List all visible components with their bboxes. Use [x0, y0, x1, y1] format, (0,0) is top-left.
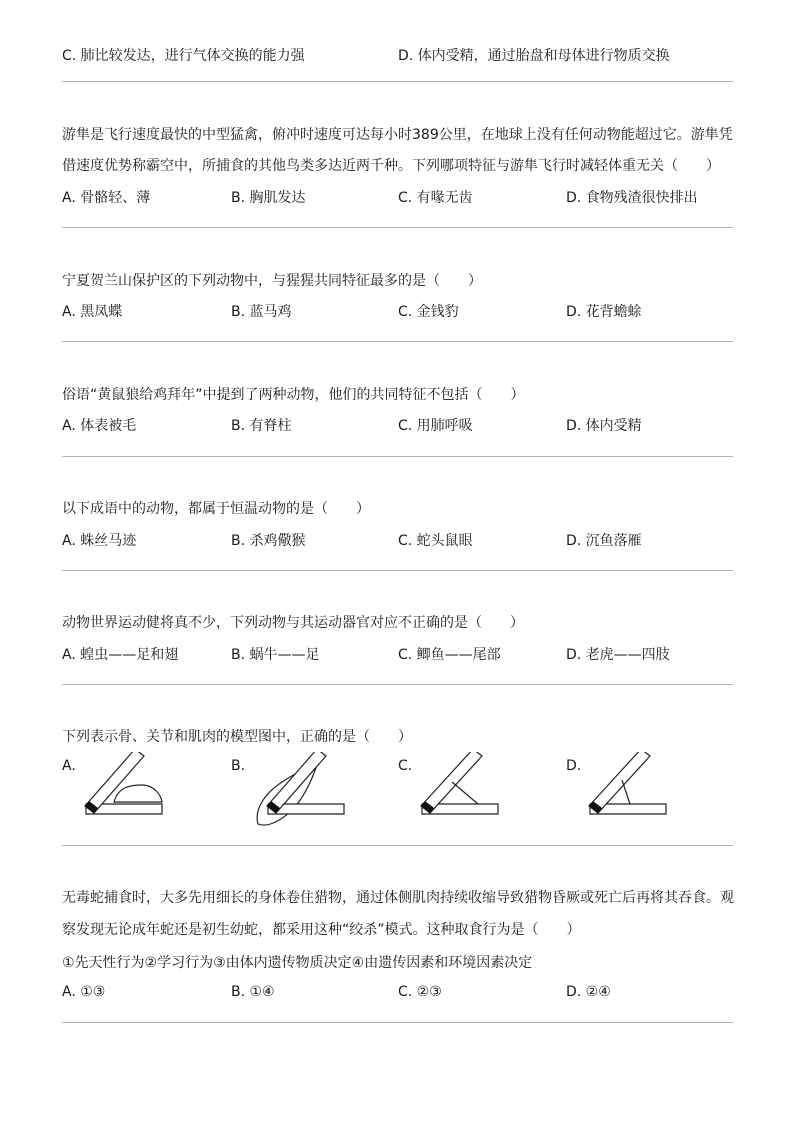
option-d: D. 体内受精，通过胎盘和母体进行物质交换 [398, 48, 670, 64]
question-stem: 下列表示骨、关节和肌肉的模型图中，正确的是（ ） [62, 729, 412, 745]
question-stem: 游隼是飞行速度最快的中型猛禽，俯冲时速度可达每小时389公里，在地球上没有任何动物能超过它。游隼凭 [62, 127, 733, 143]
option-c: C. [398, 758, 413, 774]
option-b: B. 有脊柱 [231, 418, 292, 434]
option-a: A. 骨骼轻、薄 [62, 190, 151, 206]
option-b: B. 胸肌发达 [231, 190, 306, 206]
option-a: A. ①③ [62, 984, 106, 1000]
question-stem: 察发现无论成年蛇还是初生幼蛇，都采用这种“绞杀”模式。这种取食行为是（ ） [62, 922, 581, 938]
option-b: B. 杀鸡儆猴 [231, 533, 306, 549]
question-stem: 动物世界运动健将真不少，下列动物与其运动器官对应不正确的是（ ） [62, 615, 524, 631]
question-stem: 宁夏贺兰山保护区的下列动物中，与猩猩共同特征最多的是（ ） [62, 273, 482, 289]
option-c: C. ②③ [398, 984, 442, 1000]
option-b: B. [231, 758, 246, 774]
bone-muscle-model-a [84, 752, 178, 818]
divider [62, 684, 733, 685]
bone-muscle-model-c [420, 752, 504, 822]
question-stem: 以下成语中的动物，都属于恒温动物的是（ ） [62, 501, 370, 517]
option-d: D. 花背蟾蜍 [566, 304, 642, 320]
question-stem: 无毒蛇捕食时，大多先用细长的身体卷住猎物，通过体侧肌肉持续收缩导致猎物昏厥或死亡后再将其吞食。观 [62, 890, 734, 906]
divider [62, 570, 733, 571]
divider [62, 227, 733, 228]
question-stem: 借速度优势称霸空中，所捕食的其他鸟类多达近两千种。下列哪项特征与游隼飞行时减轻体重无关（ ） [62, 158, 720, 174]
option-a: A. 蝗虫——足和翅 [62, 647, 179, 663]
option-a: A. [62, 758, 76, 774]
bone-muscle-model-b [252, 752, 346, 832]
option-d: D. 食物残渣很快排出 [566, 190, 698, 206]
option-d: D. 沉鱼落雁 [566, 533, 642, 549]
option-c: C. 肺比较发达，进行气体交换的能力强 [62, 48, 305, 64]
option-c: C. 鲫鱼——尾部 [398, 647, 501, 663]
divider [62, 341, 733, 342]
question-statements: ①先天性行为②学习行为③由体内遗传物质决定④由遗传因素和环境因素决定 [62, 955, 533, 971]
option-d: D. 体内受精 [566, 418, 642, 434]
option-a: A. 体表被毛 [62, 418, 137, 434]
option-d: D. ②④ [566, 984, 611, 1000]
option-c: C. 有喙无齿 [398, 190, 473, 206]
option-a: A. 蛛丝马迹 [62, 533, 137, 549]
option-d: D. 老虎——四肢 [566, 647, 670, 663]
option-b: B. ①④ [231, 984, 275, 1000]
divider [62, 1022, 733, 1023]
divider [62, 456, 733, 457]
option-b: B. 蓝马鸡 [231, 304, 292, 320]
divider [62, 845, 733, 846]
divider [62, 81, 733, 82]
option-c: C. 蛇头鼠眼 [398, 533, 473, 549]
muscle [452, 782, 478, 804]
option-a: A. 黑凤蝶 [62, 304, 123, 320]
muscle [114, 785, 162, 802]
option-c: C. 金钱豹 [398, 304, 459, 320]
bone-muscle-model-d [588, 752, 672, 822]
option-c: C. 用肺呼吸 [398, 418, 473, 434]
option-d: D. [566, 758, 582, 774]
question-stem: 俗语“黄鼠狼给鸡拜年”中提到了两种动物，他们的共同特征不包括（ ） [62, 387, 525, 403]
option-b: B. 蜗牛——足 [231, 647, 320, 663]
muscle [622, 780, 630, 804]
